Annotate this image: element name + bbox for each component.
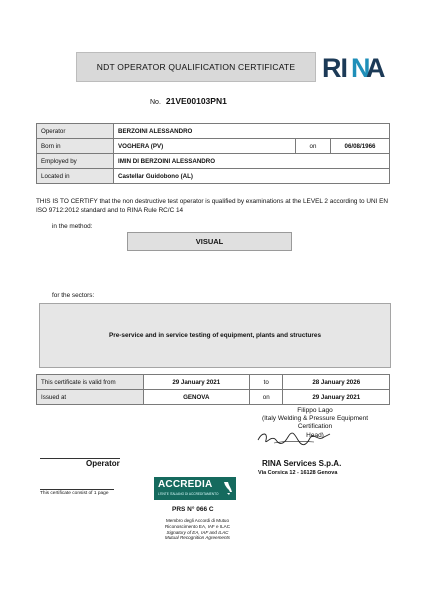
certificate-number: [150, 96, 227, 106]
born-value: VOGHERA (PV): [114, 139, 296, 154]
signatory-line2: Mutual Recognition Agreements: [164, 535, 231, 541]
validity-row: [37, 375, 390, 390]
valid-label: This certificate is valid from: [37, 375, 144, 390]
pages-divider: [40, 489, 114, 490]
operator-label: Operator: [37, 124, 114, 139]
issued-on-label: on: [250, 390, 283, 405]
rina-logo: [322, 52, 386, 83]
accreditation-membership: [150, 518, 245, 541]
employed-label: Employed by: [37, 154, 114, 169]
handwritten-signature: [254, 428, 334, 448]
company-name: RINA Services S.p.A.: [262, 459, 342, 468]
certificate-title: NDT OPERATOR QUALIFICATION CERTIFICATE: [76, 52, 316, 82]
pages-note: This certificate consist of 1 page: [40, 491, 109, 496]
operator-value: BERZOINI ALESSANDRO: [114, 124, 390, 139]
employed-value: IMIN DI BERZOINI ALESSANDRO: [114, 154, 390, 169]
validity-table: [36, 374, 390, 405]
prs-number: PRS N° 066 C: [172, 506, 214, 513]
sectors-value: Pre-service and in service testing of equipment, plants and structures: [39, 303, 391, 368]
member-line2: Riconoscimento EA, IAF e ILAC: [164, 523, 231, 529]
number-value: 21VE00103PN1: [165, 96, 227, 106]
valid-to: 28 January 2026: [283, 375, 390, 390]
svg-text:N: N: [351, 53, 371, 83]
to-label: to: [250, 375, 283, 390]
issued-label: Issued at: [37, 390, 144, 405]
method-label: in the method:: [52, 223, 93, 230]
signatory-name: Filippo Lago: [297, 407, 333, 414]
issued-date: 29 January 2021: [283, 390, 390, 405]
located-value: Castellar Guidobono (AL): [114, 169, 390, 184]
born-label: Born in: [37, 139, 114, 154]
on-label: on: [296, 139, 331, 154]
operator-info-table: [36, 123, 390, 184]
sectors-label: for the sectors:: [52, 292, 95, 299]
number-prefix: No.: [150, 99, 161, 106]
signatory-line1: Signatory of EA, IAF and ILAC: [166, 529, 229, 535]
valid-from: 29 January 2021: [143, 375, 250, 390]
accredia-logo-subtext: L'ENTE ITALIANO DI ACCREDITAMENTO: [158, 492, 219, 496]
certification-statement: THIS IS TO CERTIFY that the non destructive test operator is qualified by examinations at the LEVEL 2 according to UNI EN ISO 9712:2012 standard and to RINA Rule RC/C 14: [36, 198, 389, 214]
footer-operator-label: Operator: [86, 459, 120, 468]
italy-map-icon: [222, 481, 233, 496]
signatory-role-line2: Certification: [297, 423, 333, 431]
signatory-role-line1: (Italy Welding & Pressure Equipment: [261, 415, 369, 423]
issued-place: GENOVA: [143, 390, 250, 405]
issued-row: [37, 390, 390, 405]
located-row: [37, 169, 390, 184]
born-row: [37, 139, 390, 154]
located-label: Located in: [37, 169, 114, 184]
signatory-role-line3: Head): [306, 431, 324, 439]
method-value: VISUAL: [127, 232, 292, 251]
company-address: Via Corsica 12 - 16128 Genova: [258, 470, 338, 476]
operator-row: [37, 124, 390, 139]
member-line1: Membro degli Accordi di Mutuo: [165, 518, 230, 523]
accredia-logo-text: ACCREDIA: [158, 479, 213, 490]
employed-row: [37, 154, 390, 169]
svg-text:RI: RI: [322, 53, 347, 83]
svg-text:A: A: [366, 53, 386, 83]
accredia-logo: [154, 477, 236, 500]
birth-date: 06/08/1966: [331, 139, 390, 154]
